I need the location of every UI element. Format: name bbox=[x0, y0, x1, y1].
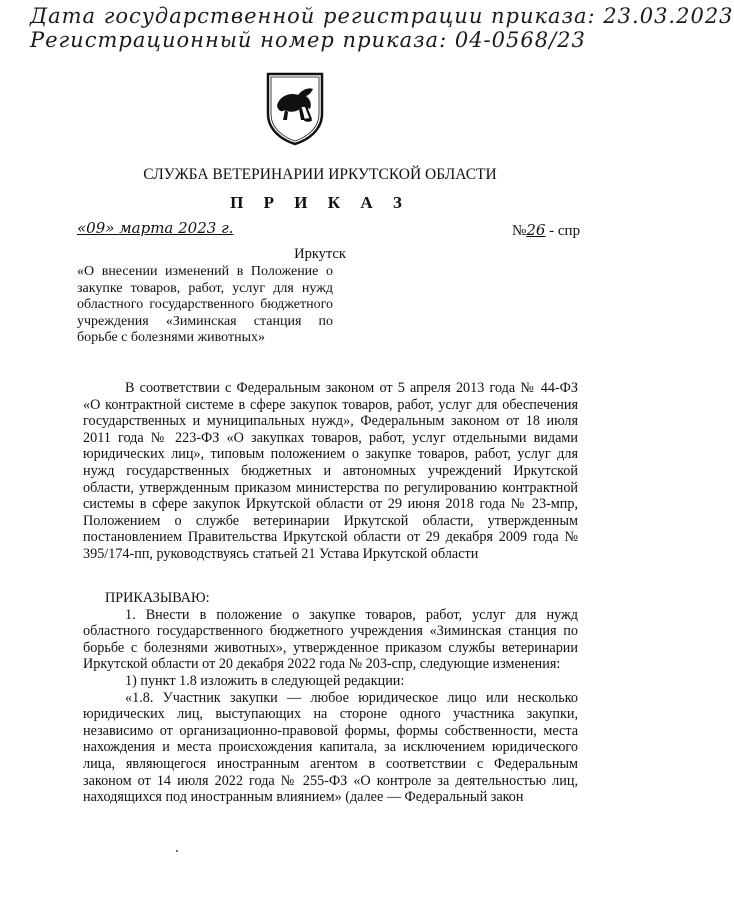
scan-speck bbox=[176, 850, 178, 852]
order-number-suffix: - спр bbox=[549, 223, 581, 239]
document-type-title: П Р И К А З bbox=[230, 193, 410, 212]
order-clauses bbox=[83, 590, 578, 806]
agency-name: СЛУЖБА ВЕТЕРИНАРИИ ИРКУТСКОЙ ОБЛАСТИ bbox=[143, 166, 497, 183]
order-number bbox=[512, 221, 580, 240]
order-word: ПРИКАЗЫВАЮ: bbox=[105, 590, 210, 606]
city-name: Иркутск bbox=[294, 246, 346, 262]
irkutsk-coat-of-arms-emblem bbox=[264, 68, 326, 146]
order-subject: «О внесении изменений в Положение о закупке товаров, работ, услуг для нужд областного государственного бюджетного учреждения «Зиминская станция по борьбе с болезнями животных» bbox=[77, 264, 333, 345]
order-number-prefix: № bbox=[512, 223, 527, 239]
quoted-clause-1-8: «1.8. Участник закупки — любое юридическое лицо или несколько юридических лиц, выступающих на стороне одного участника закупки, независимо от организационно-правовой формы, формы собственности, места нахождения и места происхождения капитала, за исключением юридического лица, являющегося иностранным агентом в соответствии с Федеральным законом от 14 июля 2022 года № 255-ФЗ «О контроле за деятельностью лиц, находящихся под иностранным влиянием» (далее — Федеральный закон bbox=[83, 689, 578, 806]
handwritten-registration-number: Регистрационный номер приказа: 04-0568/23 bbox=[30, 28, 586, 52]
preamble-text: В соответствии с Федеральным законом от 5 апреля 2013 года № 44-ФЗ «О контрактной системе в сфере закупок товаров, работ, услуг для обеспечения государственных и муниципальных нужд», Федеральным законом от 18 июля 2011 года № 223-ФЗ «О закупках товаров, работ, услуг отдельными видами юридических лиц», типовым положением о закупке товаров, работ, услуг для нужд государственных бюджетных и автономных учреждений Иркутской области, утвержденным приказом министерства по регулированию контрактной системы в сфере закупок Иркутской области от 29 июня 2018 года № 23-мпр, Положением о службе ветеринарии Иркутской области, утвержденным постановлением Правительства Иркутской области от 29 декабря 2009 года № 395/174-пп, руководствуясь статьей 21 Устава Иркутской области bbox=[83, 380, 578, 562]
subclause-1: 1) пункт 1.8 изложить в следующей редакции: bbox=[125, 672, 405, 689]
preamble-paragraph bbox=[83, 380, 578, 563]
order-number-value: 26 bbox=[526, 221, 546, 239]
clause-1: 1. Внести в положение о закупке товаров, работ, услуг для нужд областного государственного бюджетного учреждения «Зиминская станция по борьбе с болезнями животных», утвержденное приказом службы ветеринарии Иркутской области от 20 декабря 2022 года № 203-спр, следующие изменения: bbox=[83, 606, 578, 673]
order-date: «09» марта 2023 г. bbox=[77, 219, 234, 237]
handwritten-registration-date: Дата государственной регистрации приказа: 23.03.2023 bbox=[30, 4, 734, 28]
